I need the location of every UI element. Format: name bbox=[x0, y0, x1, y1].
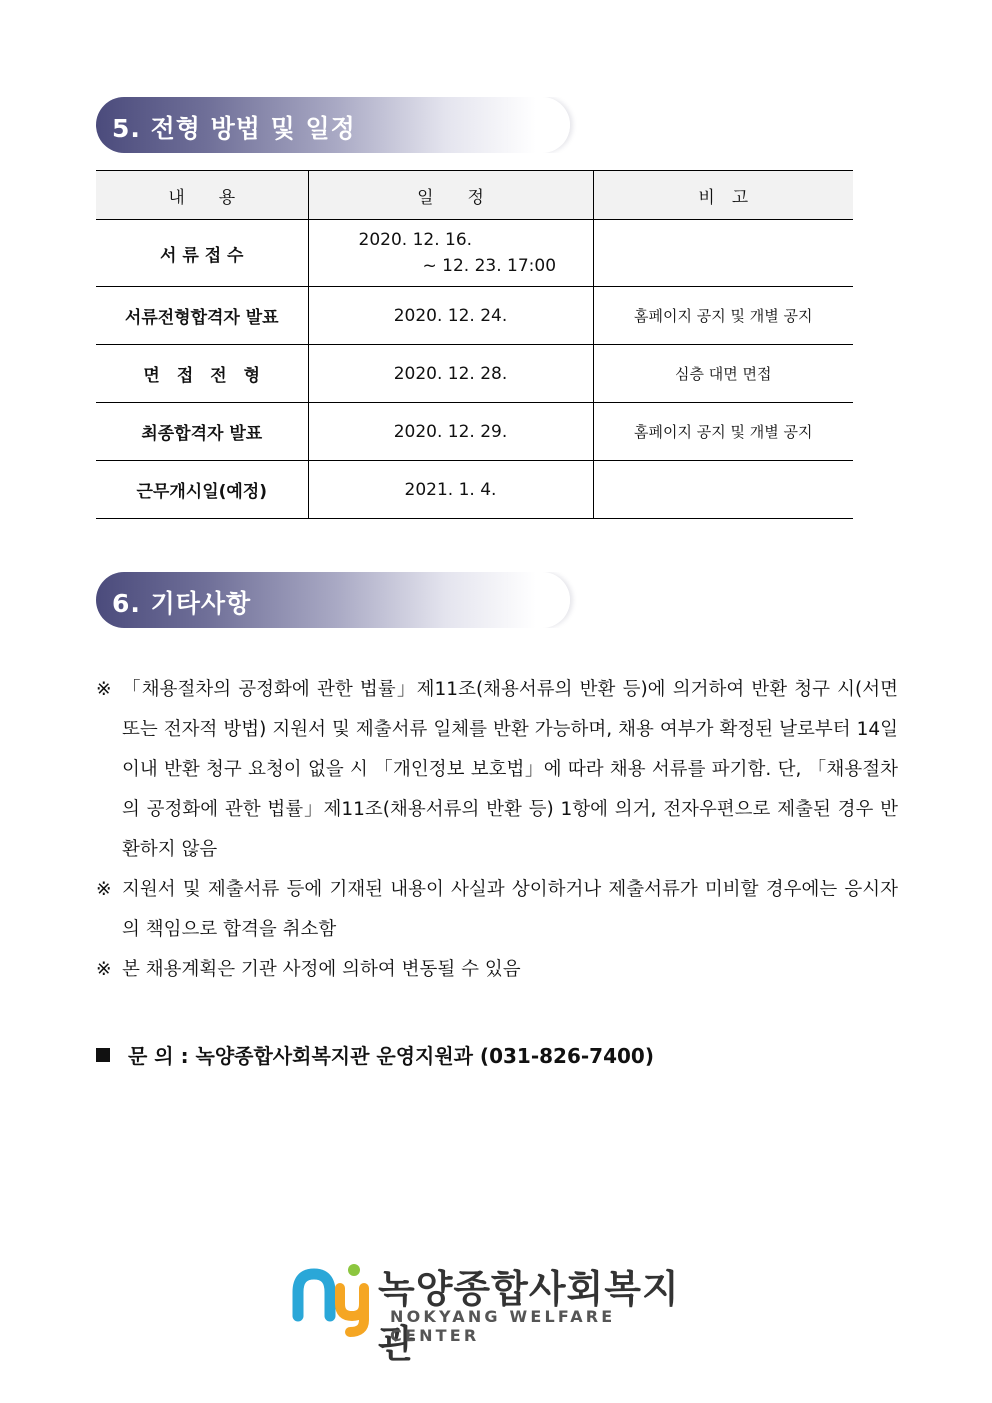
table-header-row bbox=[96, 171, 853, 220]
section-6-header bbox=[96, 572, 596, 628]
reference-mark: ※ bbox=[96, 879, 112, 900]
note-item bbox=[96, 950, 898, 990]
row-content: 최종합격자 발표 bbox=[96, 403, 308, 461]
row-date: 2020. 12. 28. bbox=[308, 345, 593, 403]
row-date: 2021. 1. 4. bbox=[308, 461, 593, 519]
organization-logo bbox=[290, 1250, 710, 1366]
contact-text: 문 의 : 녹양종합사회복지관 운영지원과 (031-826-7400) bbox=[128, 1044, 654, 1068]
note-item bbox=[96, 670, 898, 870]
contact-line bbox=[96, 1040, 654, 1069]
logo-mark-icon bbox=[290, 1254, 374, 1338]
row-note: 심층 대면 면접 bbox=[593, 345, 853, 403]
note-item bbox=[96, 870, 898, 950]
row-date-line2: ~ 12. 23. 17:00 bbox=[422, 256, 557, 276]
row-note: 홈페이지 공지 및 개별 공지 bbox=[593, 403, 853, 461]
section-5-header bbox=[96, 97, 596, 153]
row-date-line1: 2020. 12. 16. bbox=[358, 230, 473, 250]
logo-name: 녹양종합사회복지관 bbox=[378, 1267, 680, 1366]
table-row bbox=[96, 345, 853, 403]
row-content: 근무개시일(예정) bbox=[96, 461, 308, 519]
reference-mark: ※ bbox=[96, 679, 112, 700]
row-note bbox=[593, 220, 853, 287]
table-row bbox=[96, 287, 853, 345]
section-6-title: 6. 기타사항 bbox=[112, 589, 252, 618]
table-row bbox=[96, 220, 853, 287]
note-text: 본 채용계획은 기관 사정에 의하여 변동될 수 있음 bbox=[122, 959, 521, 980]
row-date: 2020. 12. 24. bbox=[308, 287, 593, 345]
row-note bbox=[593, 461, 853, 519]
table-row bbox=[96, 403, 853, 461]
header-content: 내 용 bbox=[96, 171, 308, 220]
reference-mark: ※ bbox=[96, 959, 112, 980]
row-note: 홈페이지 공지 및 개별 공지 bbox=[593, 287, 853, 345]
table-row bbox=[96, 461, 853, 519]
note-text: 「채용절차의 공정화에 관한 법률」제11조(채용서류의 반환 등)에 의거하여 반환 청구 시(서면 또는 전자적 방법) 지원서 및 제출서류 일체를 반환 가능하며, 채용 여부가 확정된 날로부터 14일 이내 반환 청구 요청이 없을 시 「개인정보 보호법」에 따라 채용 서류를 파기함. 단, 「채용절차의 공정화에 관한 법률」제11조(채용서류의 반환 등) 1항에 의거, 전자우편으로 제출된 경우 반환하지 않음 bbox=[122, 679, 898, 860]
section-5-title: 5. 전형 방법 및 일정 bbox=[112, 114, 356, 143]
notes-list bbox=[96, 670, 898, 990]
row-content: 서 류 접 수 bbox=[96, 220, 308, 287]
schedule-table bbox=[96, 170, 853, 519]
header-note: 비 고 bbox=[593, 171, 853, 220]
square-bullet-icon bbox=[96, 1048, 110, 1062]
row-content: 서류전형합격자 발표 bbox=[96, 287, 308, 345]
logo-subtitle: NOKYANG WELFARE CENTER bbox=[390, 1307, 616, 1345]
row-date bbox=[308, 220, 593, 287]
note-text: 지원서 및 제출서류 등에 기재된 내용이 사실과 상이하거나 제출서류가 미비할 경우에는 응시자의 책임으로 합격을 취소함 bbox=[122, 879, 898, 940]
header-date: 일 정 bbox=[308, 171, 593, 220]
row-content: 면 접 전 형 bbox=[96, 345, 308, 403]
row-date: 2020. 12. 29. bbox=[308, 403, 593, 461]
